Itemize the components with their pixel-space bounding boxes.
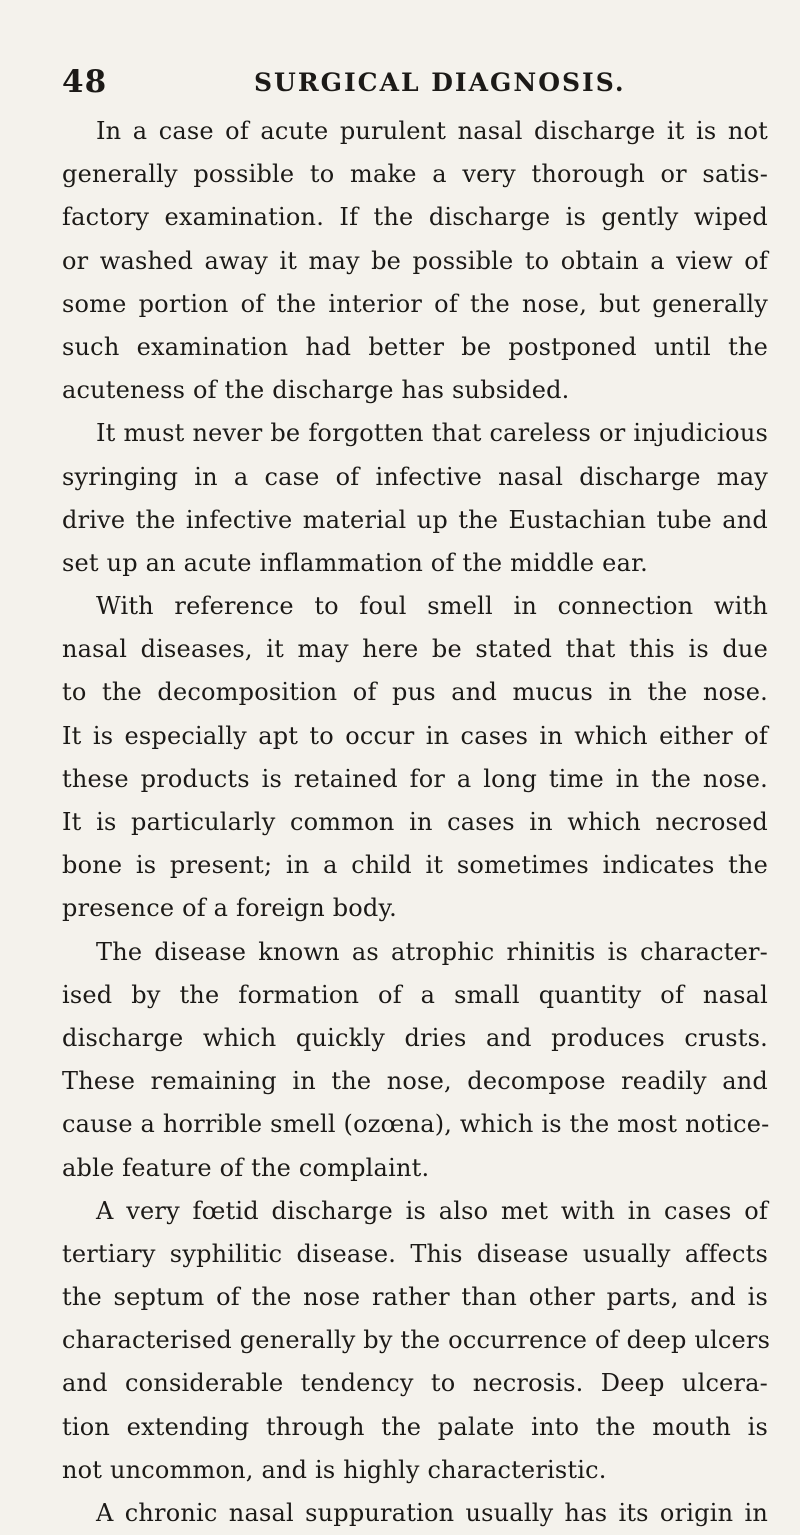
- text-line: It is especially apt to occur in cases in which either of: [62, 721, 768, 750]
- text-line: these products is retained for a long time in the nose.: [62, 764, 768, 793]
- text-line: able feature of the complaint.: [62, 1153, 430, 1182]
- text-line: nasal diseases, it may here be stated that this is due: [62, 635, 768, 664]
- text-line: drive the infective material up the Eustachian tube and: [62, 505, 768, 534]
- body-text: [62, 110, 771, 1535]
- text-line: In a case of acute purulent nasal discharge it is not: [96, 117, 768, 145]
- text-line: The disease known as atrophic rhinitis is character-: [96, 937, 768, 966]
- text-line: ised by the formation of a small quantity of nasal: [62, 980, 768, 1009]
- text-line: tion extending through the palate into the mouth is: [62, 1412, 768, 1441]
- page-number: 48: [62, 64, 108, 100]
- text-line: such examination had better be postponed until the: [62, 332, 768, 361]
- text-line: presence of a foreign body.: [62, 894, 397, 923]
- text-line: set up an acute inflammation of the middle ear.: [62, 548, 648, 577]
- text-line: generally possible to make a very thorough or satis-: [62, 160, 768, 189]
- text-line: factory examination. If the discharge is gently wiped: [62, 203, 768, 232]
- text-line: discharge which quickly dries and produces crusts.: [62, 1023, 768, 1052]
- text-line: It is particularly common in cases in which necrosed: [62, 808, 768, 836]
- text-line: tertiary syphilitic disease. This disease usually affects: [62, 1239, 768, 1268]
- text-line: It must never be forgotten that careless or injudicious: [96, 419, 768, 448]
- text-line: and considerable tendency to necrosis. Deep ulcera-: [62, 1369, 768, 1398]
- text-line: A very fœtid discharge is also met with in cases of: [96, 1196, 768, 1225]
- text-line: the septum of the nose rather than other parts, and is: [62, 1283, 768, 1312]
- text-line: syringing in a case of infective nasal discharge may: [62, 462, 768, 491]
- text-line: to the decomposition of pus and mucus in the nose.: [62, 678, 768, 707]
- text-line: some portion of the interior of the nose, but generally: [62, 289, 768, 318]
- text-line: acuteness of the discharge has subsided.: [62, 376, 570, 405]
- text-line: bone is present; in a child it sometimes indicates the: [62, 851, 768, 880]
- text-line: cause a horrible smell (ozœna), which is the most notice-: [62, 1110, 770, 1139]
- text-line: characterised generally by the occurrence of deep ulcers: [62, 1326, 771, 1355]
- text-line: With reference to foul smell in connection with: [96, 592, 768, 621]
- text-line: These remaining in the nose, decompose readily and: [62, 1067, 768, 1096]
- text-line: not uncommon, and is highly characteristic.: [62, 1455, 607, 1484]
- text-line: or washed away it may be possible to obtain a view of: [62, 246, 768, 275]
- running-title: SURGICAL DIAGNOSIS.: [254, 68, 626, 97]
- text-line: A chronic nasal suppuration usually has its origin in: [96, 1499, 768, 1527]
- running-head: [62, 56, 762, 106]
